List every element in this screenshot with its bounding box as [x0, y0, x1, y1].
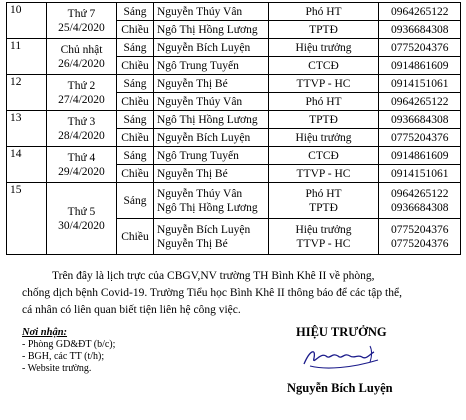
schedule-row	[7, 183, 461, 219]
schedule-row	[7, 147, 461, 165]
session-label: Chiều	[117, 57, 154, 75]
staff-role-cell	[269, 3, 379, 21]
recipients-title: Nơi nhận:	[22, 327, 68, 338]
staff-name: Ngô Thị Hồng Lương	[157, 23, 258, 36]
staff-phone-cell	[379, 111, 461, 129]
staff-phone: 0936684308	[391, 201, 449, 214]
staff-name: Ngô Trung Tuyến	[157, 59, 239, 72]
paragraph-line-2: chống dịch bệnh Covid-19. Trường Tiểu học Bình Khê II thông báo để các tập thể,	[22, 287, 402, 299]
staff-name: Ngô Thị Hồng Lương	[157, 113, 258, 126]
duty-day-cell	[47, 111, 117, 147]
duty-date: 27/4/2020	[58, 93, 105, 106]
staff-name-cell	[154, 57, 269, 75]
staff-phone-cell	[379, 165, 461, 183]
recipients-block	[22, 327, 115, 375]
weekday: Thứ 7	[67, 7, 96, 20]
recipient-item: - BGH, các TT (t/h);	[22, 351, 105, 362]
signature-title: HIỆU TRƯỞNG	[296, 325, 387, 339]
session-label: Chiều	[117, 219, 154, 255]
session-label: Sáng	[117, 75, 154, 93]
staff-role: Hiệu trưởng	[295, 41, 352, 54]
staff-phone: 0914861609	[391, 59, 449, 72]
staff-phone-cell	[379, 57, 461, 75]
handwritten-signature	[300, 340, 382, 376]
duty-schedule-table	[6, 2, 461, 255]
staff-name-cell	[154, 147, 269, 165]
staff-name-cell	[154, 219, 269, 255]
row-number: 11	[7, 39, 47, 75]
session-label: Chiều	[117, 129, 154, 147]
staff-phone: 0775204376	[391, 223, 449, 236]
staff-role: CTCĐ	[308, 149, 339, 162]
staff-role-cell	[269, 57, 379, 75]
staff-role: TPTĐ	[309, 113, 338, 126]
staff-name: Nguyễn Thị Bé	[157, 167, 228, 180]
schedule-row	[7, 111, 461, 129]
recipient-item: - Website trường.	[22, 363, 92, 374]
staff-phone-cell	[379, 3, 461, 21]
staff-name-cell	[154, 21, 269, 39]
duty-date: 29/4/2020	[58, 165, 105, 178]
closing-paragraph	[22, 268, 447, 319]
weekday: Thứ 3	[67, 115, 96, 128]
staff-name-cell	[154, 111, 269, 129]
staff-role-cell	[269, 183, 379, 219]
staff-role-cell	[269, 111, 379, 129]
staff-name: Nguyễn Bích Luyện	[157, 41, 251, 54]
duty-date: 25/4/2020	[58, 21, 105, 34]
staff-phone-cell	[379, 21, 461, 39]
staff-name-cell	[154, 93, 269, 111]
staff-role-cell	[269, 75, 379, 93]
staff-phone: 0775204376	[391, 41, 449, 54]
staff-role-cell	[269, 39, 379, 57]
staff-role: Phó HT	[305, 187, 342, 200]
staff-role: Phó HT	[305, 95, 342, 108]
duty-day-cell	[47, 147, 117, 183]
session-label: Sáng	[117, 3, 154, 21]
session-label: Chiều	[117, 21, 154, 39]
staff-name: Nguyễn Thúy Vân	[157, 5, 243, 18]
staff-phone-cell	[379, 75, 461, 93]
row-number: 10	[7, 3, 47, 39]
row-number: 13	[7, 111, 47, 147]
staff-phone: 0914151061	[391, 77, 449, 90]
staff-phone: 0964265122	[391, 5, 449, 18]
paragraph-line-1: Trên đây là lịch trực của CBGV,NV trường TH Bình Khê II về phòng,	[52, 270, 375, 282]
staff-name: Nguyễn Bích Luyện	[157, 223, 251, 236]
staff-phone: 0964265122	[391, 95, 449, 108]
duty-date: 28/4/2020	[58, 129, 105, 142]
staff-name: Nguyễn Thị Bé	[157, 77, 228, 90]
staff-phone: 0914861609	[391, 149, 449, 162]
session-label: Chiều	[117, 93, 154, 111]
staff-name-cell	[154, 75, 269, 93]
staff-role-cell	[269, 147, 379, 165]
row-number: 15	[7, 183, 47, 255]
staff-phone-cell	[379, 93, 461, 111]
session-label: Chiều	[117, 165, 154, 183]
weekday: Thứ 4	[67, 151, 96, 164]
staff-name-cell	[154, 3, 269, 21]
schedule-row	[7, 3, 461, 21]
duty-day-cell	[47, 75, 117, 111]
staff-name: Nguyễn Bích Luyện	[157, 131, 251, 144]
weekday: Thứ 5	[67, 205, 96, 218]
staff-phone: 0936684308	[391, 113, 449, 126]
staff-name-cell	[154, 165, 269, 183]
staff-phone-cell	[379, 39, 461, 57]
staff-role: TPTĐ	[309, 201, 338, 214]
schedule-row	[7, 39, 461, 57]
row-number: 12	[7, 75, 47, 111]
staff-phone: 0775204376	[391, 237, 449, 250]
staff-phone-cell	[379, 129, 461, 147]
staff-name-cell	[154, 129, 269, 147]
paragraph-line-3: cá nhân có liên quan biết tiện liên hệ công việc.	[22, 304, 241, 316]
staff-role-cell	[269, 93, 379, 111]
staff-name-cell	[154, 39, 269, 57]
schedule-row	[7, 75, 461, 93]
staff-phone-cell	[379, 219, 461, 255]
staff-phone: 0914151061	[391, 167, 449, 180]
duty-day-cell	[47, 39, 117, 75]
staff-role: Hiệu trưởng	[295, 131, 352, 144]
staff-role-cell	[269, 129, 379, 147]
staff-role: CTCĐ	[308, 59, 339, 72]
duty-date: 26/4/2020	[58, 57, 105, 70]
staff-role: TTVP - HC	[296, 167, 351, 180]
row-number: 14	[7, 147, 47, 183]
duty-date: 30/4/2020	[58, 219, 105, 232]
session-label: Sáng	[117, 39, 154, 57]
staff-role: TTVP - HC	[296, 77, 351, 90]
staff-phone: 0775204376	[391, 131, 449, 144]
staff-role: Hiệu trưởng	[295, 223, 352, 236]
staff-role: TPTĐ	[309, 23, 338, 36]
staff-name: Ngô Thị Hồng Lương	[157, 201, 258, 214]
session-label: Sáng	[117, 111, 154, 129]
staff-name: Nguyễn Thị Bé	[157, 237, 228, 250]
staff-phone-cell	[379, 183, 461, 219]
staff-role-cell	[269, 219, 379, 255]
session-label: Sáng	[117, 183, 154, 219]
duty-day-cell	[47, 183, 117, 255]
duty-day-cell	[47, 3, 117, 39]
staff-role: Phó HT	[305, 5, 342, 18]
staff-name: Nguyễn Thúy Vân	[157, 95, 243, 108]
staff-role-cell	[269, 21, 379, 39]
signer-name: Nguyễn Bích Luyện	[287, 381, 393, 395]
staff-name: Nguyễn Thúy Vân	[157, 187, 243, 200]
staff-phone: 0936684308	[391, 23, 449, 36]
staff-phone: 0964265122	[391, 187, 449, 200]
staff-name-cell	[154, 183, 269, 219]
weekday: Thứ 2	[67, 79, 96, 92]
session-label: Sáng	[117, 147, 154, 165]
weekday: Chủ nhật	[60, 43, 103, 56]
staff-role: TTVP - HC	[296, 237, 351, 250]
staff-name: Ngô Trung Tuyến	[157, 149, 239, 162]
recipient-item: - Phòng GD&ĐT (b/c);	[22, 339, 116, 350]
staff-role-cell	[269, 165, 379, 183]
staff-phone-cell	[379, 147, 461, 165]
